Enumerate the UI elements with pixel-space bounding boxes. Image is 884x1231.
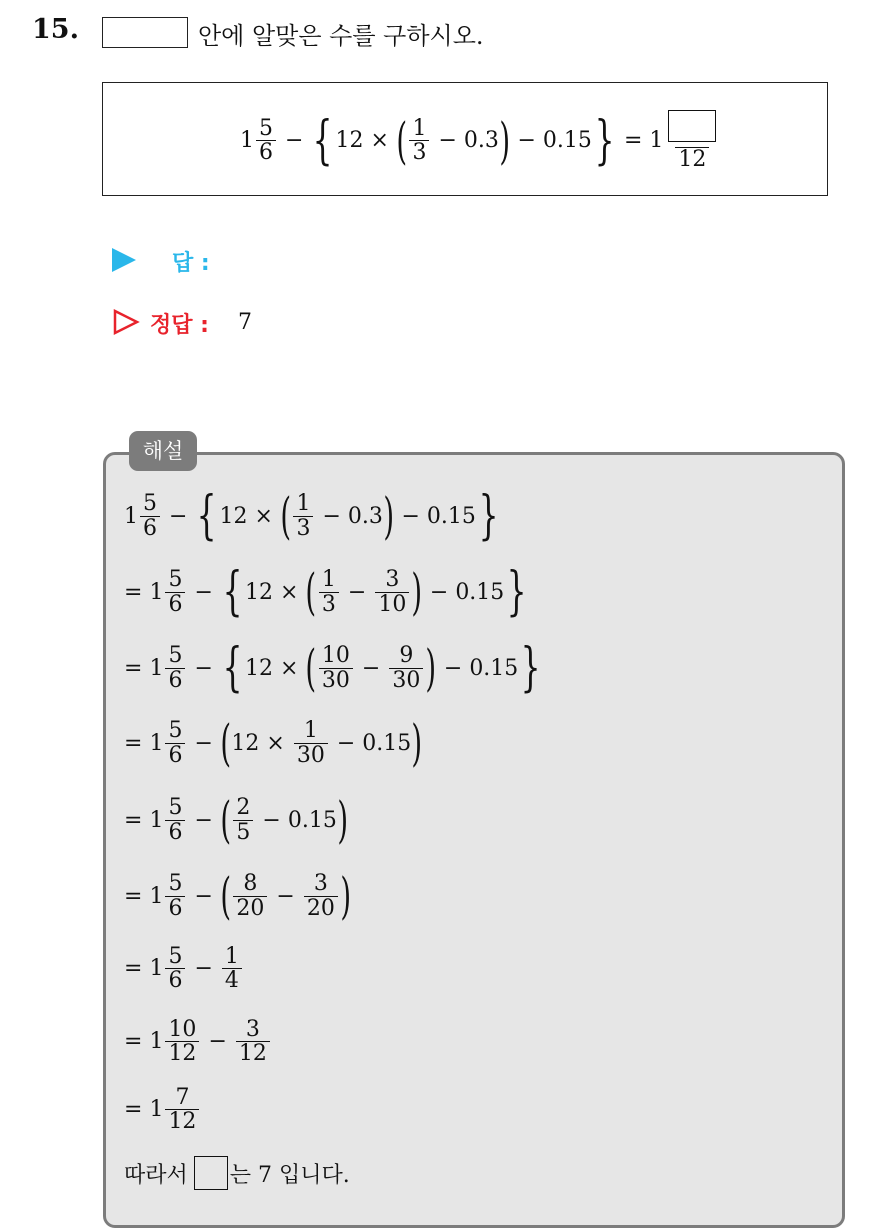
number: 12 — [244, 655, 273, 681]
blank-box — [194, 1156, 228, 1190]
minus-sign: − — [401, 503, 420, 529]
numerator: 3 — [385, 567, 400, 593]
denominator: 6 — [165, 820, 185, 844]
fraction — [165, 945, 185, 992]
fraction — [165, 568, 185, 615]
numerator: 3 — [313, 871, 328, 897]
numerator: 5 — [168, 944, 183, 969]
minus-sign: − — [169, 503, 188, 529]
numerator: 10 — [168, 1017, 197, 1042]
denominator: 20 — [304, 896, 338, 920]
explanation-tag: 해설 — [129, 431, 197, 471]
brace-close: } — [520, 638, 541, 698]
fraction — [319, 644, 353, 691]
numerator: 5 — [168, 567, 183, 593]
decimal: 0.15 — [542, 128, 592, 154]
brace-open: { — [222, 638, 243, 698]
fraction — [236, 1018, 270, 1065]
times-sign: × — [279, 655, 299, 681]
correct-answer-value: 7 — [238, 310, 252, 335]
denominator: 4 — [222, 968, 242, 992]
fraction — [256, 117, 276, 164]
minus-sign: − — [194, 956, 213, 982]
whole: 1 — [649, 128, 664, 154]
minus-sign: − — [194, 655, 213, 681]
times-sign: × — [254, 503, 273, 529]
fraction — [294, 719, 328, 766]
minus-sign: − — [194, 883, 213, 909]
fraction — [389, 644, 423, 691]
paren-close: ) — [337, 791, 348, 849]
fraction — [293, 492, 313, 539]
numerator: 5 — [259, 116, 273, 141]
denominator: 6 — [140, 516, 160, 540]
problem-equation — [240, 110, 721, 171]
denominator: 12 — [165, 1041, 199, 1065]
paren-open: ( — [280, 487, 292, 545]
number: 12 — [219, 503, 248, 529]
solution-step — [124, 867, 351, 925]
solution-step — [124, 1086, 201, 1133]
question-instruction: 안에 알맞은 수를 구하시오. — [198, 22, 484, 50]
paren-open: ( — [220, 791, 231, 849]
denominator: 3 — [293, 516, 313, 540]
fraction — [165, 796, 185, 843]
paren-open: ( — [305, 639, 317, 697]
denominator: 6 — [256, 140, 276, 164]
fraction — [222, 945, 242, 992]
equals-sign: = — [623, 128, 643, 154]
fraction — [165, 872, 185, 919]
minus-sign: − — [194, 579, 213, 605]
fraction — [165, 1086, 199, 1133]
whole: 1 — [149, 579, 164, 605]
paren-open: ( — [305, 563, 317, 621]
equals-sign: = — [124, 807, 143, 833]
equals-sign: = — [124, 579, 143, 605]
minus-sign: − — [336, 730, 356, 756]
minus-sign: − — [361, 655, 381, 681]
numerator: 5 — [168, 871, 183, 897]
brace-open: { — [222, 562, 243, 622]
fraction — [233, 796, 253, 843]
paren-open: ( — [220, 714, 231, 772]
minus-sign: − — [517, 128, 536, 154]
minus-sign: − — [438, 128, 457, 154]
whole: 1 — [149, 883, 164, 909]
numerator: 2 — [236, 795, 251, 821]
solution-step — [124, 1018, 272, 1065]
brace-close: } — [594, 110, 615, 171]
minus-sign: − — [262, 807, 281, 833]
equals-sign: = — [124, 1097, 143, 1123]
fraction — [304, 872, 338, 919]
solution-step — [124, 714, 423, 772]
number: 12 — [335, 128, 364, 154]
minus-sign: − — [276, 883, 295, 909]
whole: 1 — [240, 128, 254, 154]
denominator: 6 — [165, 743, 185, 767]
denominator: 6 — [165, 968, 185, 992]
brace-close: } — [506, 562, 527, 622]
denominator: 3 — [409, 140, 429, 164]
solution-step — [124, 486, 501, 546]
paren-close: ) — [411, 714, 423, 772]
minus-sign: − — [347, 579, 367, 605]
fraction — [665, 110, 719, 171]
decimal: 0.15 — [426, 503, 476, 529]
fraction — [319, 568, 339, 615]
numerator: 5 — [143, 491, 157, 517]
numerator: 3 — [245, 1017, 260, 1042]
answer-label: 답 : — [172, 251, 210, 276]
paren-close: ) — [425, 639, 437, 697]
denominator: 6 — [165, 896, 185, 920]
brace-close: } — [478, 486, 499, 546]
solution-step — [124, 945, 244, 992]
question-number: 15. — [32, 14, 79, 45]
paren-close: ) — [340, 867, 351, 925]
whole: 1 — [149, 1097, 164, 1123]
minus-sign: − — [285, 128, 304, 154]
paren-open: ( — [220, 867, 231, 925]
solution-step — [124, 638, 543, 698]
correct-answer-label: 정답 : — [150, 313, 209, 338]
numerator: 1 — [321, 567, 336, 593]
paren-close: ) — [383, 487, 395, 545]
numerator: 1 — [303, 718, 318, 744]
fraction — [165, 644, 185, 691]
equals-sign: = — [124, 1029, 143, 1055]
conclusion-text-pre: 따라서 — [124, 1162, 188, 1188]
minus-sign: − — [194, 730, 213, 756]
numerator: 5 — [168, 643, 183, 669]
brace-open: { — [197, 486, 217, 546]
numerator: 10 — [321, 643, 350, 669]
denominator: 6 — [165, 592, 185, 616]
blank-box — [102, 17, 188, 48]
decimal: 0.15 — [455, 579, 505, 605]
decimal: 0.15 — [469, 655, 519, 681]
denominator: 5 — [233, 820, 253, 844]
blank-box — [668, 110, 716, 142]
solution-step — [124, 791, 348, 849]
denominator: 10 — [375, 592, 409, 616]
fraction — [375, 568, 409, 615]
equals-sign: = — [124, 883, 143, 909]
decimal: 0.15 — [362, 730, 412, 756]
whole: 1 — [124, 503, 138, 529]
paren-close: ) — [499, 111, 511, 170]
minus-sign: − — [429, 579, 449, 605]
number: 12 — [244, 579, 273, 605]
minus-sign: − — [322, 503, 341, 529]
outline-arrow-icon — [112, 308, 140, 336]
numerator: 1 — [224, 944, 239, 969]
fraction — [409, 117, 429, 164]
number: 12 — [231, 730, 260, 756]
numerator: 5 — [168, 795, 183, 821]
paren-open: ( — [396, 111, 408, 170]
minus-sign: − — [208, 1029, 227, 1055]
fraction — [233, 872, 267, 919]
decimal: 0.3 — [463, 128, 499, 154]
numerator: 1 — [296, 491, 311, 517]
denominator: 3 — [319, 592, 339, 616]
decimal: 0.15 — [287, 807, 337, 833]
equals-sign: = — [124, 655, 143, 681]
solution-step — [124, 562, 529, 622]
fraction — [165, 1018, 199, 1065]
numerator: 7 — [175, 1085, 190, 1110]
whole: 1 — [149, 730, 164, 756]
decimal: 0.3 — [347, 503, 383, 529]
denominator: 30 — [389, 668, 423, 692]
numerator: 8 — [243, 871, 258, 897]
conclusion — [124, 1156, 350, 1190]
whole: 1 — [149, 1029, 164, 1055]
denominator: 30 — [294, 743, 328, 767]
denominator: 12 — [165, 1109, 199, 1133]
denominator: 20 — [233, 896, 267, 920]
whole: 1 — [149, 807, 164, 833]
numerator: 9 — [399, 643, 414, 669]
play-arrow-icon — [112, 248, 136, 272]
brace-open: { — [313, 110, 333, 171]
minus-sign: − — [443, 655, 463, 681]
equals-sign: = — [124, 730, 143, 756]
denominator: 12 — [675, 147, 709, 171]
times-sign: × — [266, 730, 285, 756]
whole: 1 — [149, 956, 164, 982]
times-sign: × — [279, 579, 299, 605]
numerator-blank — [665, 110, 719, 147]
denominator: 12 — [236, 1041, 270, 1065]
paren-close: ) — [411, 563, 423, 621]
numerator: 1 — [412, 116, 427, 141]
denominator: 30 — [319, 668, 353, 692]
conclusion-text-post: 는 7 입니다. — [229, 1162, 350, 1188]
fraction — [165, 719, 185, 766]
minus-sign: − — [194, 807, 213, 833]
numerator: 5 — [168, 718, 183, 744]
whole: 1 — [149, 655, 164, 681]
equals-sign: = — [124, 956, 143, 982]
denominator: 6 — [165, 668, 185, 692]
fraction — [140, 492, 160, 539]
times-sign: × — [370, 128, 389, 154]
